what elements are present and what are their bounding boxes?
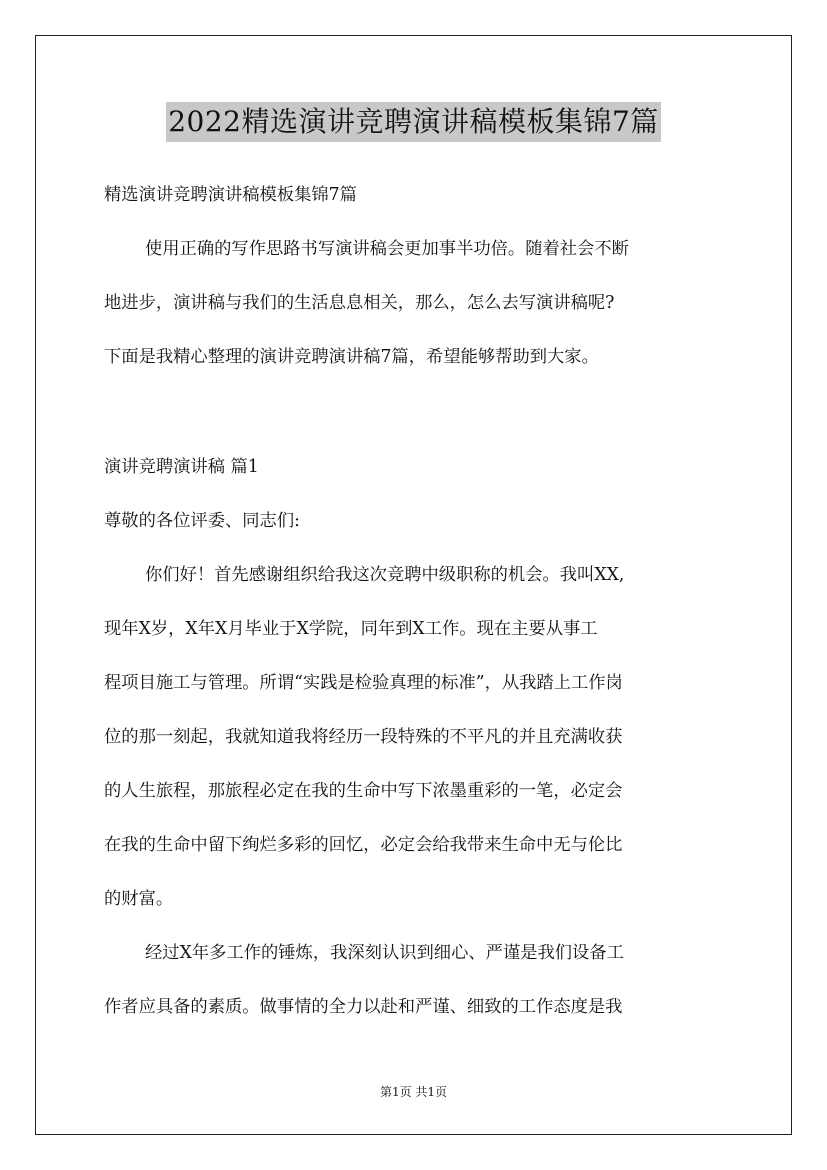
salutation: 尊敬的各位评委、同志们: [104,511,300,531]
section-heading: 演讲竞聘演讲稿 篇1 [104,457,259,477]
paragraph1-line: 你们好！首先感谢组织给我这次竞聘中级职称的机会。我叫XX, [145,565,625,585]
intro-line: 下面是我精心整理的演讲竞聘演讲稿7篇，希望能够帮助到大家。 [104,347,599,367]
paragraph1-line: 的财富。 [104,889,174,909]
page-footer: 第1页 共1页 [379,1085,448,1099]
document-title-text: 2022精选演讲竞聘演讲稿模板集锦7篇 [166,102,661,142]
paragraph1-line: 程项目施工与管理。所谓“实践是检验真理的标准”，从我踏上工作岗 [104,673,623,693]
document-title [0,100,827,142]
paragraph1-line: 的人生旅程，那旅程必定在我的生命中写下浓墨重彩的一笔，必定会 [104,781,623,801]
document-subtitle: 精选演讲竞聘演讲稿模板集锦7篇 [104,185,357,205]
document-body [104,168,726,1034]
intro-line: 使用正确的写作思路书写演讲稿会更加事半功倍。随着社会不断 [145,239,629,259]
paragraph1-line: 现年X岁，X年X月毕业于X学院，同年到X工作。现在主要从事工 [104,619,598,639]
intro-line: 地进步，演讲稿与我们的生活息息相关，那么，怎么去写演讲稿呢? [104,293,615,313]
paragraph2-line: 经过X年多工作的锤炼，我深刻认识到细心、严谨是我们设备工 [145,943,624,963]
paragraph1-line: 在我的生命中留下绚烂多彩的回忆，必定会给我带来生命中无与伦比 [104,835,623,855]
paragraph1-line: 位的那一刻起，我就知道我将经历一段特殊的不平凡的并且充满收获 [104,727,623,747]
paragraph-spacer [104,384,726,440]
paragraph2-line: 作者应具备的素质。做事情的全力以赴和严谨、细致的工作态度是我 [104,997,623,1017]
